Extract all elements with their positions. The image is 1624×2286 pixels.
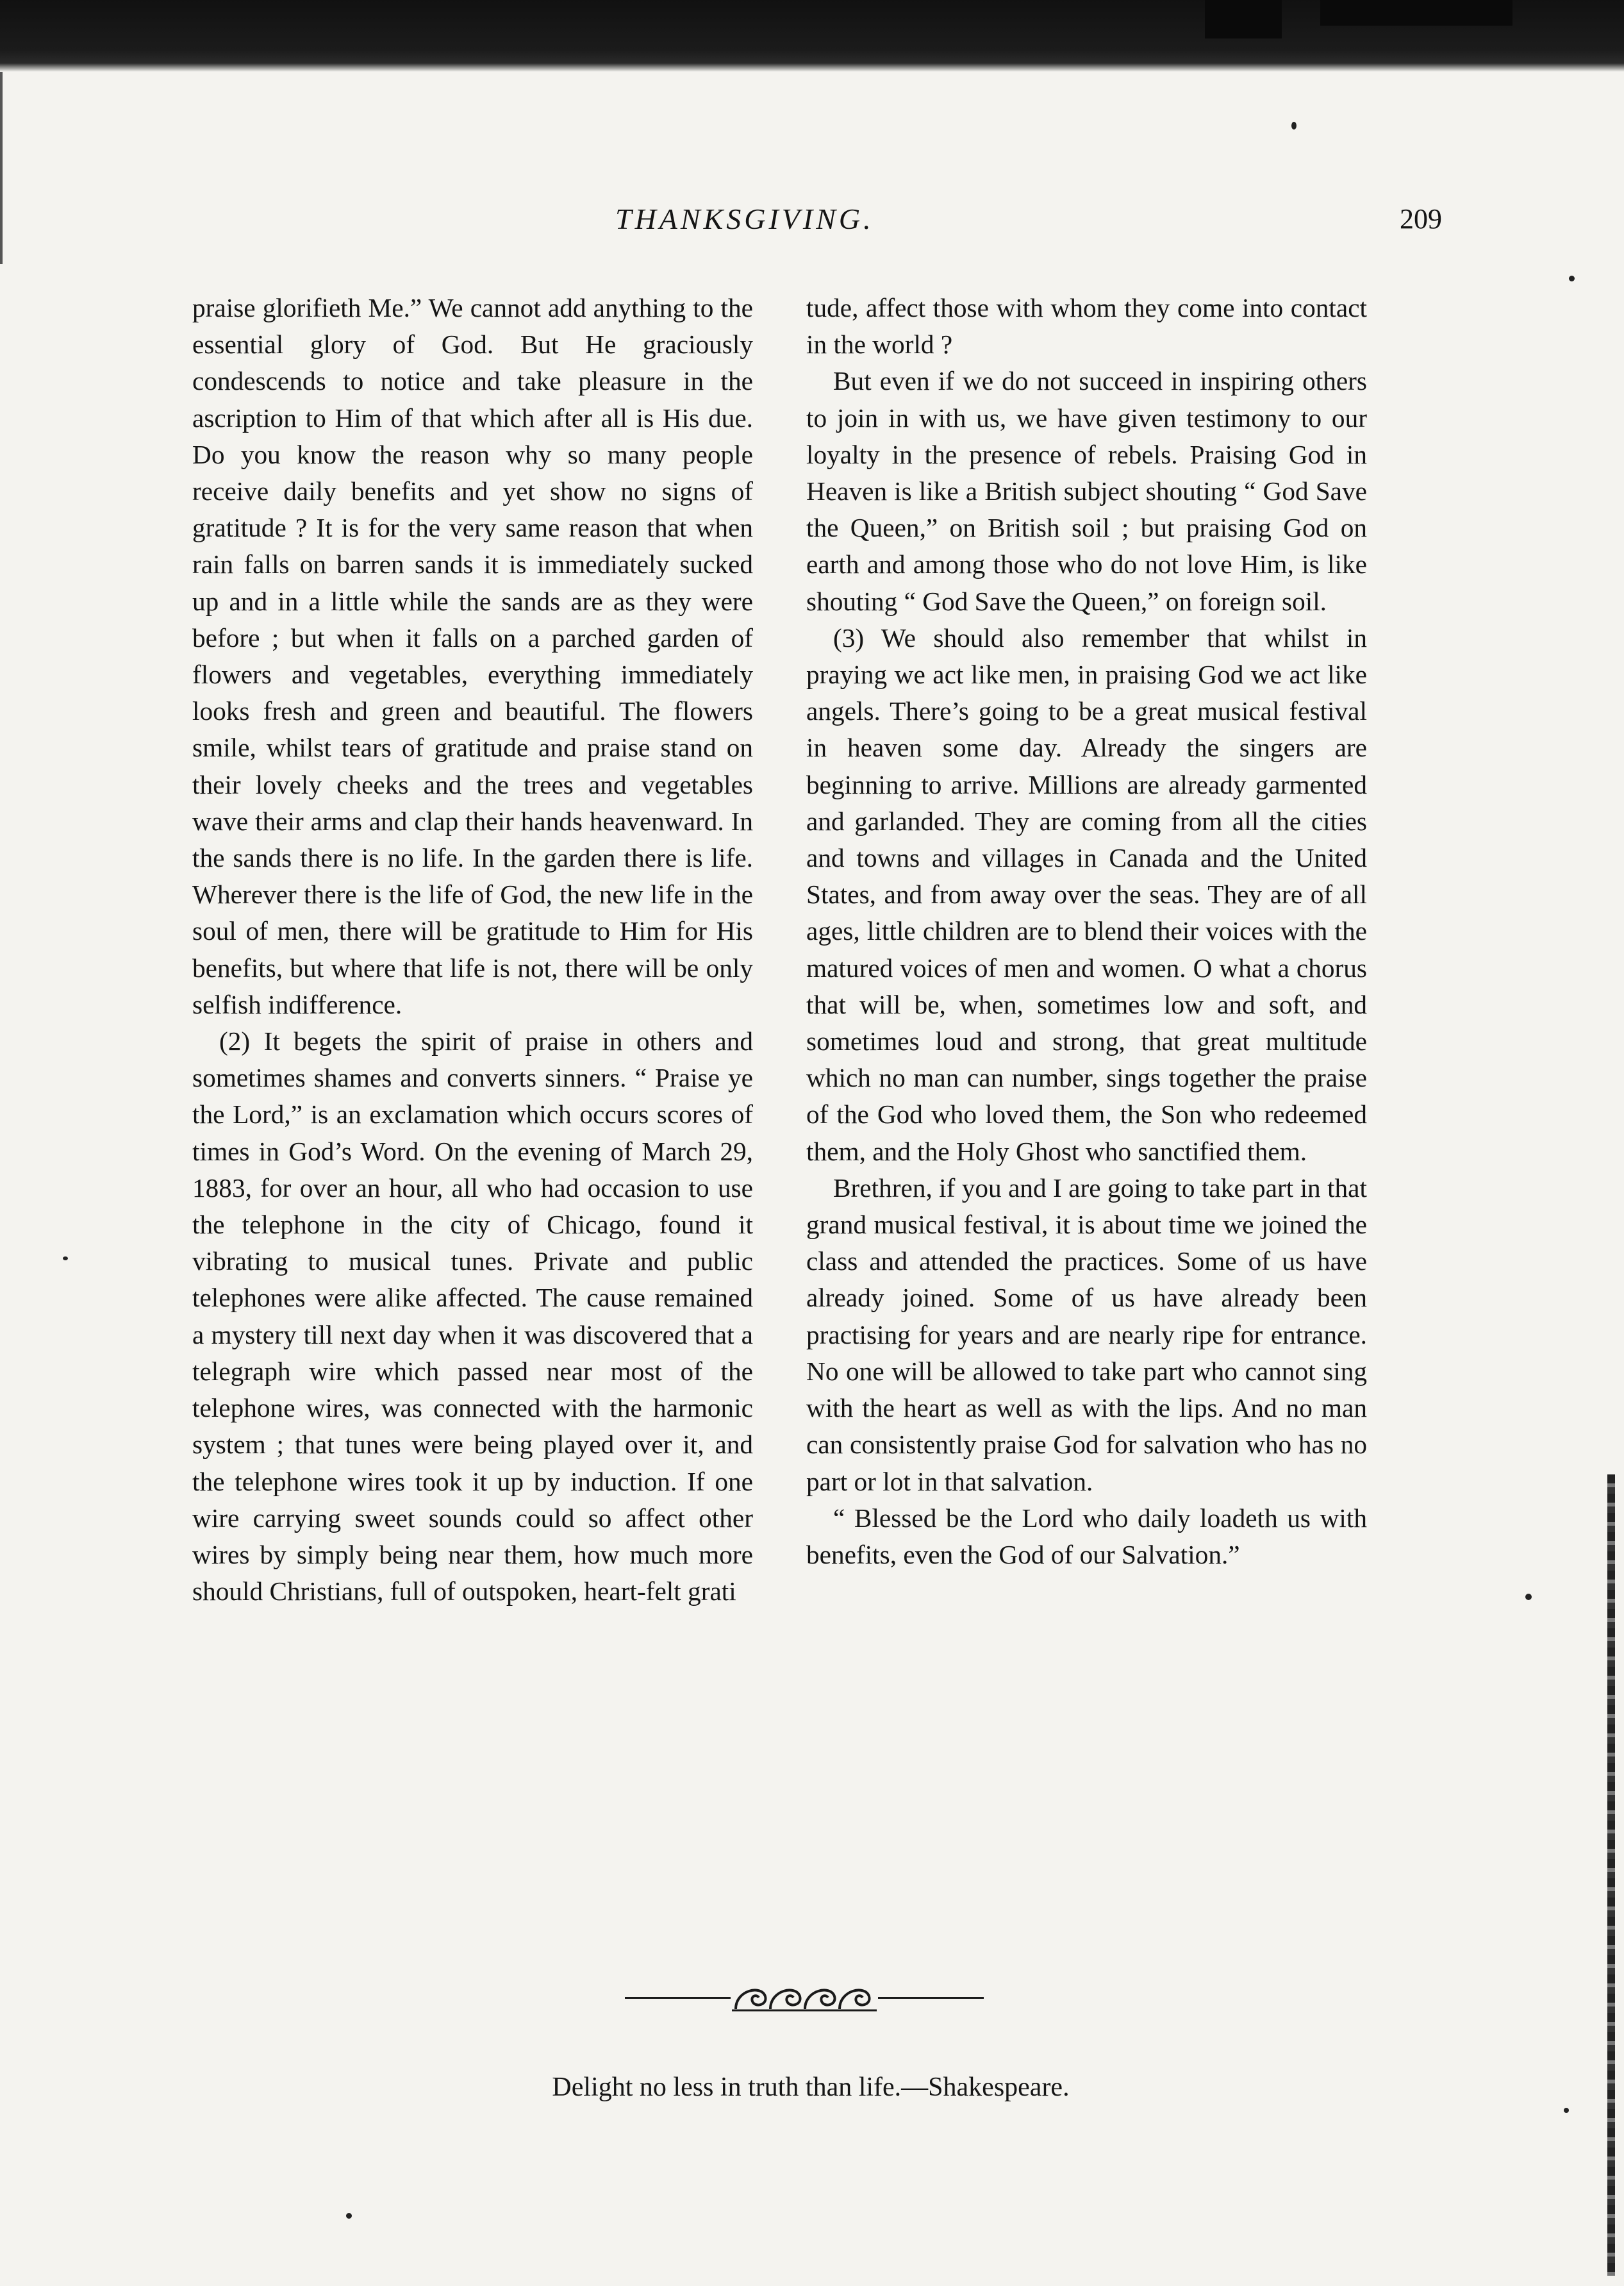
scan-speck [1525,1594,1532,1600]
scan-speck [1291,122,1297,129]
divider-rule-left [625,1997,731,1999]
running-header [192,200,1442,238]
scan-speck [63,1256,68,1260]
footer-quote: Delight no less in truth than life.—Shakespeare. [552,2073,1070,2102]
scan-right-edge [1607,1474,1615,2276]
left-column [192,290,753,1610]
scan-speck [346,2213,352,2219]
wave-scroll-ornament-icon [731,1980,878,2015]
paragraph: tude, affect those with whom they come into contact in the world ? [806,293,1367,360]
paragraph: Brethren, if you and I are going to take part in that grand musical festival, it is about time we joined the class and attended the practices. Some of us have already joined. Some of us have already been practising for years and are nearly ripe for entrance. No one will be allowed to take part who cannot sing with the heart as well as with the lips. And no man can consistently praise God for salvation who has no part or lot in that salvation. [806,1172,1367,1496]
paragraph: But even if we do not succeed in inspiring others to join in with us, we have given testimony to our loyalty in the presence of rebels. Praising God in Heaven is like a British subject shouting “ God Save the Queen,” on British soil ; but praising God on earth and among those who do not love Him, is like shouting “ God Save the Queen,” on foreign soil. [806,366,1367,616]
scan-top-notch [1205,0,1282,38]
paragraph: praise glorifieth Me.” We cannot add anything to the essential glory of God. But He graciously condescends to notice and take pleasure in the ascription to Him of that which after all is His due. Do you know the reason why so many people receive daily benefits and yet show no signs of gratitude ? It is for the very same reason that when rain falls on barren sands it is immediately sucked up and in a little while the sands are as they were before ; but when it falls on a parched garden of flowers and vegetables, everything immediately looks fresh and green and beautiful. The flowers smile, whilst tears of gratitude and praise stand on their lovely cheeks and the trees and vegetables wave their arms and clap their hands heavenward. In the sands there is no life. In the garden there is life. Wherever there is the life of God, the new life in the soul of men, there will be gratitude to Him for His benefits, but where that life is not, there will be only selfish indifference. [192,293,753,1019]
scan-top-notch [1320,0,1512,26]
scan-speck [1564,2108,1569,2113]
paragraph: (2) It begets the spirit of praise in others and sometimes shames and converts sinners. “ Praise ye the Lord,” is an exclamation which occurs scores of times in God’s Word. On the evening of March 29, 1883, for over an hour, all who had occasion to use the telephone in the city of Chicago, found it vibrating to musical tunes. Private and public telephones were alike affected. The cause remained a mystery till next day when it was discovered that a telegraph wire which passed near most of the telephone wires, was connected with the harmonic system ; that tunes were being played over it, and the telephone wires took it up by induction. If one wire carrying sweet sounds could so affect other wires by simply being near them, how much more should Christians, full of outspoken, heart-felt grati [192,1026,753,1606]
page-title: THANKSGIVING. [615,203,874,235]
right-column [806,290,1367,1573]
section-divider [625,1980,984,2015]
scan-speck [1569,276,1575,281]
divider-rule-right [878,1997,984,1999]
scan-left-edge [0,72,3,264]
page-number: 209 [1400,203,1442,235]
paragraph: “ Blessed be the Lord who daily loadeth us with benefits, even the God of our Salvation.” [806,1503,1367,1569]
paragraph: (3) We should also remember that whilst in praying we act like men, in praising God we act like angels. There’s going to be a great musical festival in heaven some day. Already the singers are beginning to arrive. Millions are already garmented and garlanded. They are coming from all the cities and towns and villages in Canada and the United States, and from away over the seas. They are of all ages, little children are to blend their voices with the matured voices of men and women. O what a chorus that will be, when, sometimes low and soft, and sometimes loud and strong, that great multitude which no man can number, sings together the praise of the God who loved them, the Son who redeemed them, and the Holy Ghost who sanctified them. [806,622,1367,1166]
